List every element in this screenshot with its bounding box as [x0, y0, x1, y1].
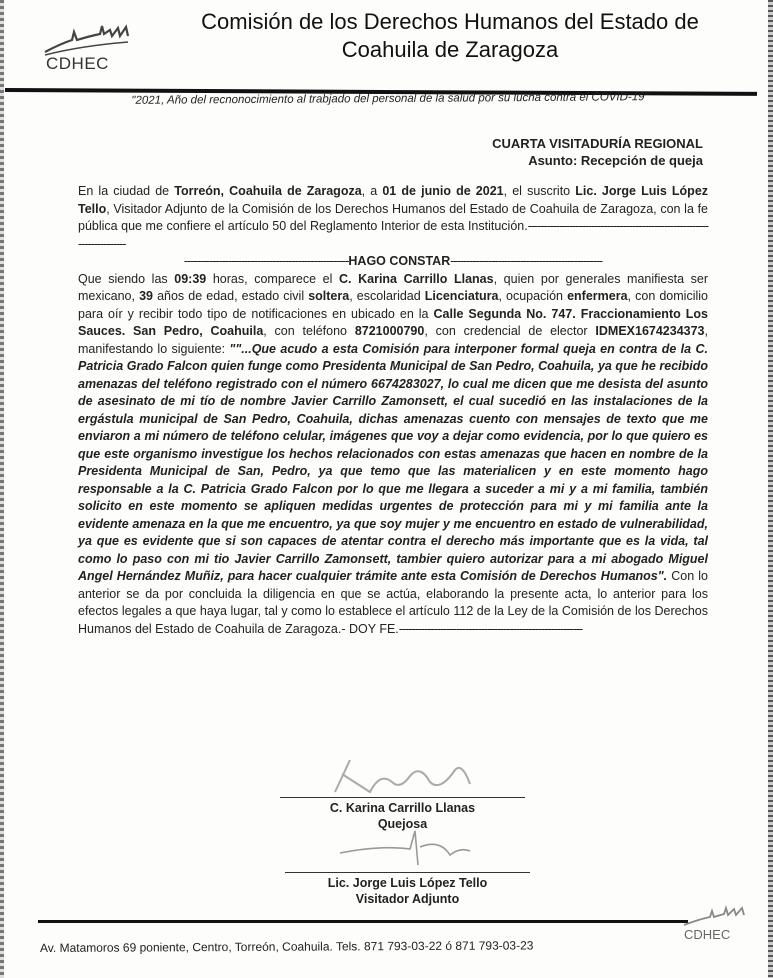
footer-address: Av. Matamoros 69 poniente, Centro, Torreón, Coahuila. Tels. 871 793-03-22 ó 871 793-03-23	[39, 938, 534, 955]
signature-line-official	[285, 872, 530, 873]
hago-constar: ----------------------------------------------------HAGO CONSTAR------------------------------------------------	[183, 254, 603, 268]
age: 39	[139, 289, 153, 303]
official-sig-role: Visitador Adjunto	[355, 892, 460, 906]
footer-logo-text: CDHEC	[684, 927, 731, 942]
closing-text: Con lo anterior se da por concluida la diligencia en que se actúa, elaborando la presente acta, lo anterior para los efectos legales a que haya lugar, tal y como lo establece el artículo 112 de la Ley de la Comisión de los Derechos Humanos del Estado de Coahuila de Zaragoza.- DOY FE.	[78, 569, 708, 636]
occupation: enfermera	[567, 289, 628, 303]
voter-credential: IDMEX1674234373	[595, 324, 705, 338]
civil-status: soltera	[308, 289, 350, 303]
document-body	[78, 183, 708, 638]
title-line-1: Comisión de los Derechos Humanos del Estado de	[201, 9, 699, 34]
document-heading	[492, 135, 703, 169]
footer-logo-figures-icon	[680, 905, 750, 929]
cdhec-footer-logo	[680, 905, 750, 950]
signature-line-complainant	[280, 797, 525, 798]
intro-paragraph: En la ciudad de Torreón, Coahuila de Zaragoza, a 01 de junio de 2021, el suscrito Lic. Jorge Luis López Tello, Visitador Adjunto de la Comisión de los Derechos Humanos del Estado de Coahuila de Zaragoza, con la fe pública que me confiere el artículo 50 del Reglamento Interior de esta Institución.------------------------------------------------------------------------	[78, 184, 709, 251]
motto: "2021, Año del recnonocimiento al trabjado del personal de la salud por su lucha contra el COVID-19"	[131, 91, 649, 107]
address: Calle Segunda No. 747. Fraccionamiento Los Sauces. San Pedro, Coahuila	[78, 306, 708, 338]
title-line-2: Coahuila de Zaragoza	[341, 37, 559, 62]
complainant-signature-icon	[280, 752, 525, 800]
scan-edge-left	[0, 0, 4, 978]
declaration-paragraph: Que siendo las 09:39 horas, comparece el C. Karina Carrillo Llanas, quien por generales manifiesta ser mexicano, 39 años de edad, estado civil soltera, escolaridad Licenciatura, ocupación enfermera, con domicilio para oír y recibir todo tipo de notificaciones en ubicado en la Calle Segunda No. 747. Fraccionamiento Los Sauces. San Pedro, Coahuila, con teléfono 8721000790, con credencial de elector IDMEX1674234373, manifestando lo siguiente: ""...Que acudo a esta Comisión para interponer formal queja en contra de la C. Patricia Grado Falcon quien funge como Presidenta Municipal de San Pedro, Coahuila, ya que he recibido amenazas del teléfono registrado con el número 6674283027, lo cual me dicen que me desista del asunto de asesinato de mi tío de nombre Javier Carrillo Zamonsett, el cual sucedió en las instalaciones de la ergástula municipal de San Pedro, Coahuila, dichas amenazas cuento con mensajes de texto que me enviaron a mi número de teléfono celular, imágenes que voy a dejar como evidencia, por lo que quiero es que este organismo investigue los hechos relacionados con estas amenazas que hacen en nombre de la Presidenta Municipal de San, Pedro, ya que temo que las materialicen y en este momento hago responsable a la C. Patricia Grado Falcon por lo que me llegara a suceder a mi y a mi familia, también solicito en este momento se apliquen medidas urgentes de protección para mi y mi familia ante la evidente amenaza en la que me encuentro, ya que soy mujer y me encuentro en estado de vulnerabilidad, ya que es evidente que si son capaces de atentar contra el derecho más importante que es la vida, tal como lo paso con mi tio Javier Carrillo Zamonsett, tambier quiero autorizar para a mi abogado Miguel Angel Hernández Muñiz, para hacer cualquier trámite ante esta Comisión de Derechos Humanos". Con lo anterior se da por concluida la diligencia en que se actúa, elaborando la presente acta, lo anterior para los efectos legales a que haya lugar, tal y como lo establece el artículo 112 de la Ley de la Comisión de los Derechos Humanos del Estado de Coahuila de Zaragoza.- DOY FE.----------------------------------------------------------	[78, 271, 708, 636]
logo-text: CDHEC	[46, 54, 109, 73]
subject-label: Asunto: Recepción de queja	[528, 153, 703, 168]
official-name: Lic. Jorge Luis López Tello	[78, 184, 709, 216]
education: Licenciatura	[424, 289, 499, 303]
cdhec-logo	[40, 22, 135, 82]
official-signature-icon	[330, 825, 490, 870]
footer-rule	[38, 920, 688, 923]
phone: 8721000790	[354, 324, 425, 338]
city: Torreón, Coahuila de Zaragoza	[174, 184, 362, 198]
appearance-time: 09:39	[174, 271, 207, 286]
complainant-name: C. Karina Carrillo Llanas	[339, 271, 494, 286]
scan-edge-right	[768, 0, 773, 978]
complaint-statement: ""...Que acudo a esta Comisión para interponer formal queja en contra de la C. Patricia Grado Falcon quien funge como Presidenta Municipal de San Pedro, Coahuila, ya que he recibido amenazas del teléfono registrado con el número 6674283027, lo cual me dicen que me desista del asunto de asesinato de mi tío de nombre Javier Carrillo Zamonsett, el cual sucedió en las instalaciones de la ergástula municipal de San Pedro, Coahuila, dichas amenazas cuento con mensajes de texto que me enviaron a mi número de teléfono celular, imágenes que voy a dejar como evidencia, por lo que quiero es que este organismo investigue los hechos relacionados con estas amenazas que hacen en nombre de la Presidenta Municipal de San, Pedro, ya que temo que las materialicen y en este momento hago responsable a la C. Patricia Grado Falcon por lo que me llegara a suceder a mi y a mi familia, también solicito en este momento se apliquen medidas urgentes de protección para mi y mi familia ante la evidente amenaza en la que me encuentro, ya que soy mujer y me encuentro en estado de vulnerabilidad, ya que es evidente que si son capaces de atentar contra el derecho más importante que es la vida, tal como lo paso con mi tio Javier Carrillo Zamonsett, tambier quiero autorizar para a mi abogado Miguel Angel Hernández Muñiz, para hacer cualquier trámite ante esta Comisión de Derechos Humanos".	[78, 341, 708, 583]
institution-title	[150, 8, 750, 64]
complainant-sig-role: Quejosa	[377, 817, 428, 831]
visitaduria-label: CUARTA VISITADURÍA REGIONAL	[492, 136, 703, 151]
official-signature-block	[285, 875, 530, 907]
official-sig-name: Lic. Jorge Luis López Tello	[327, 876, 488, 890]
complainant-sig-name: C. Karina Carrillo Llanas	[329, 801, 476, 815]
date: 01 de junio de 2021	[382, 184, 504, 198]
